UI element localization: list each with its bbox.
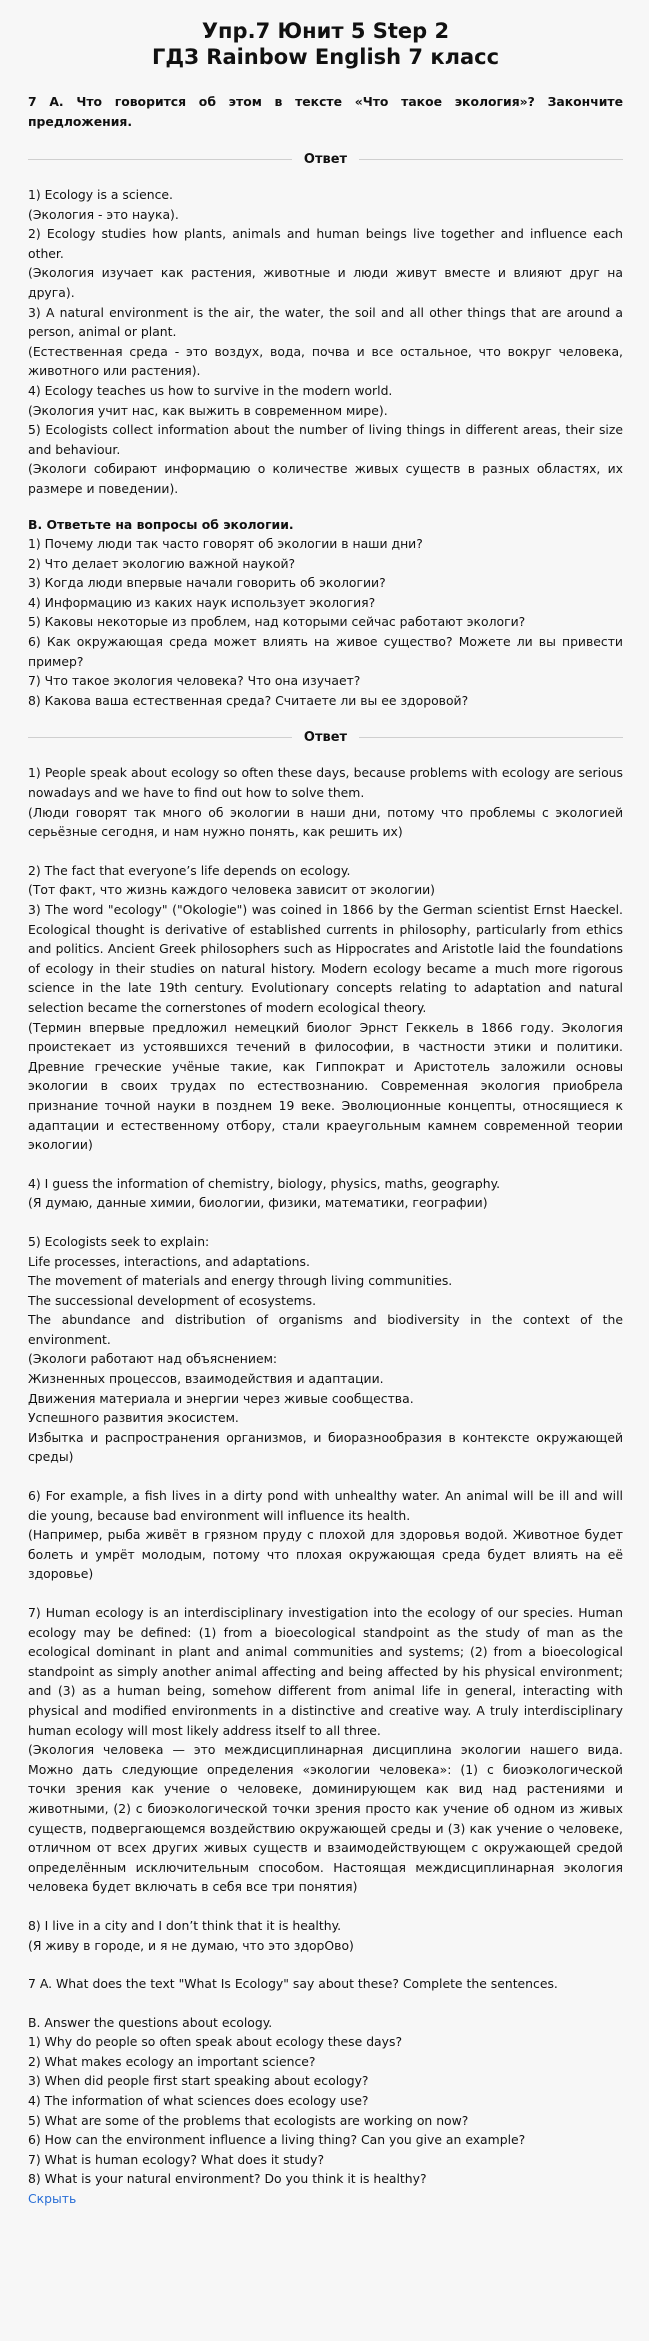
page-title xyxy=(28,18,623,70)
answer-divider-2 xyxy=(28,730,623,745)
answer-a-block xyxy=(28,185,623,499)
answer-label: Ответ xyxy=(303,152,348,167)
english-question: 3) When did people first start speaking about ecology? xyxy=(28,2073,369,2089)
english-question: 2) What makes ecology an important science? xyxy=(28,2053,316,2069)
task-b-questions xyxy=(28,534,623,710)
answer-b-line: (Например, рыба живёт в грязном пруду с плохой для здоровья водой. Животное будет болеть и умрёт молодым, потому что плохая окружающая среда будет влиять на её здоровье) xyxy=(28,1527,623,1582)
answer-a-line: 3) A natural environment is the air, the water, the soil and all other things that are around a person, animal or plant. xyxy=(28,304,623,340)
spacer xyxy=(28,1955,623,1974)
divider-line xyxy=(28,737,292,738)
answer-b-line: 7) Human ecology is an interdisciplinary investigation into the ecology of our species. Human ecology may be defined: (1) from a bioecological standpoint as the study of man as the ecological dominant in plant and animal communities and systems; (2) from a bioecological standpoint as simply another animal affecting and being affected by his physical environment; and (3) as a human being, somehow different from animal life in general, interacting with physical and modified environments in a distinctive and creative way. A truly interdisciplinary human ecology will most likely address itself to all three. xyxy=(28,1605,623,1738)
answer-divider-1 xyxy=(28,152,623,167)
english-question: 1) Why do people so often speak about ecology these days? xyxy=(28,2034,403,2050)
answer-b-line: Движения материала и энергии через живые сообщества. xyxy=(28,1390,414,1406)
answer-b-line: (Экология человека — это междисциплинарная дисциплина экологии нашего вида. Можно дать следующие определения «экологии человека»: (1) с биоэкологической точки зрения как учение о человеке, доминирующем как вид над растениями и животными, (2) с биоэкологической точки зрения просто как учение об одном из живых существ, подвергающемся воздействию окружающей среды и (3) как учение о человеке, отличном от всех других живых существ и взаимодействующем с окружающей средой определённым исключительным способом. Настоящая междисциплинарная экология человека будет включать в себя все три понятия) xyxy=(28,1742,623,1895)
spacer xyxy=(28,1467,623,1486)
divider-line xyxy=(359,159,623,160)
answer-b-line: 3) The word "ecology" ("Okologie") was coined in 1866 by the German scientist Ernst Haeckel. Ecological thought is derivative of established currents in philosophy, particularly from ethics and politics. Ancient Greek philosophers such as Hippocrates and Aristotle laid the foundations of ecology in their studies on natural history. Modern ecology became a much more rigorous science in the late 19th century. Evolutionary concepts relating to adaptation and natural selection became the cornerstones of modern ecological theory. xyxy=(28,902,623,1015)
answer-b-line: Life processes, interactions, and adaptations. xyxy=(28,1253,310,1269)
spacer xyxy=(28,1213,623,1232)
answer-b-line: (Тот факт, что жизнь каждого человека зависит от экологии) xyxy=(28,882,436,898)
english-question: 6) How can the environment influence a living thing? Can you give an example? xyxy=(28,2132,526,2148)
spacer xyxy=(28,1897,623,1916)
answer-b-line: 5) Ecologists seek to explain: xyxy=(28,1233,210,1249)
spacer xyxy=(28,1155,623,1174)
english-question: 4) The information of what sciences does ecology use? xyxy=(28,2093,369,2109)
answer-b-line: (Термин впервые предложил немецкий биолог Эрнст Геккель в 1866 году. Экология проистекает из устоявшихся течений в философии, в частности этики и политики. Древние греческие учёные такие, как Гиппократ и Аристотель заложили основы экологии в своих трудах по естествознанию. Современная экология приобрела признание точной науки в позднем 19 веке. Эволюционные концепты, относящиеся к адаптации и естественному отбору, стали краеугольным камнем современной теории экологии) xyxy=(28,1019,623,1153)
answer-b-line: (Я думаю, данные химии, биологии, физики, математики, географии) xyxy=(28,1195,488,1211)
answer-b-line: 4) I guess the information of chemistry, biology, physics, maths, geography. xyxy=(28,1175,501,1191)
answer-b-line: 2) The fact that everyone’s life depends on ecology. xyxy=(28,862,351,878)
task-b-heading: В. Ответьте на вопросы об экологии. xyxy=(28,516,294,532)
english-task-b-heading: B. Answer the questions about ecology. xyxy=(28,2014,273,2030)
answer-label: Ответ xyxy=(303,730,348,746)
answer-b-line: The abundance and distribution of organisms and biodiversity in the context of the environment. xyxy=(28,1312,623,1347)
question-line: 1) Почему люди так часто говорят об экологии в наши дни? xyxy=(28,536,423,552)
question-line: 4) Информацию из каких наук использует экология? xyxy=(28,594,376,610)
answer-b-line: Избытка и распространения организмов, и биоразнообразия в контексте окружающей среды) xyxy=(28,1429,623,1465)
question-line: 8) Какова ваша естественная среда? Считаете ли вы ее здоровой? xyxy=(28,692,469,708)
answer-a-line: 5) Ecologists collect information about the number of living things in different areas, their size and behaviour. xyxy=(28,422,623,457)
divider-line xyxy=(28,159,292,160)
answer-b-line: (Я живу в городе, и я не думаю, что это здорОво) xyxy=(28,1937,354,1953)
answer-b-line: Успешного развития экосистем. xyxy=(28,1410,239,1426)
answer-b-line: 6) For example, a fish lives in a dirty pond with unhealthy water. An animal will be ill and will die young, because bad environment will influence its health. xyxy=(28,1488,623,1523)
answer-a-line: (Экология учит нас, как выжить в современном мире). xyxy=(28,402,388,418)
question-line: 2) Что делает экологию важной наукой? xyxy=(28,555,296,571)
title-line-2: ГДЗ Rainbow English 7 класс xyxy=(151,45,500,69)
hide-link[interactable]: Скрыть xyxy=(28,2191,77,2207)
answer-a-line: (Естественная среда - это воздух, вода, почва и все остальное, что вокруг человека, животного или растения). xyxy=(28,343,623,379)
english-question: 7) What is human ecology? What does it study? xyxy=(28,2151,325,2167)
answer-a-line: 1) Ecology is a science. xyxy=(28,187,173,202)
answer-b-line: 1) People speak about ecology so often these days, because problems with ecology are serious nowadays and we have to find out how to solve them. xyxy=(28,765,623,801)
answer-b-line: The movement of materials and energy through living communities. xyxy=(28,1273,453,1289)
question-line: 6) Как окружающая среда может влиять на живое существо? Можете ли вы привести пример? xyxy=(28,634,623,669)
answer-a-line: (Экология изучает как растения, животные и люди живут вместе и влияют друг на друга). xyxy=(28,265,623,300)
answer-a-line: 4) Ecology teaches us how to survive in the modern world. xyxy=(28,382,393,398)
answer-b-line: The successional development of ecosystems. xyxy=(28,1292,317,1308)
answer-a-line: (Экологи собирают информацию о количестве живых существ в разных областях, их размере и поведении). xyxy=(28,461,623,496)
answer-a-line: (Экология - это наука). xyxy=(28,206,179,222)
english-question: 5) What are some of the problems that ecologists are working on now? xyxy=(28,2112,469,2128)
task-a-text: 7 А. Что говорится об этом в тексте «Что такое экология»? Закончите предложения. xyxy=(28,94,623,129)
question-line: 3) Когда люди впервые начали говорить об экологии? xyxy=(28,575,386,591)
answer-b-line: (Экологи работают над объяснением: xyxy=(28,1351,278,1367)
spacer xyxy=(28,1994,623,2013)
answer-b-line: 8) I live in a city and I don’t think that it is healthy. xyxy=(28,1917,342,1933)
divider-line xyxy=(359,737,623,738)
answer-b-block xyxy=(28,763,623,2189)
title-line-1: Упр.7 Юнит 5 Step 2 xyxy=(201,19,450,43)
question-line: 5) Каковы некоторые из проблем, над которыми сейчас работают экологи? xyxy=(28,614,526,630)
answer-b-line: (Люди говорят так много об экологии в наши дни, потому что проблемы с экологией серьёзные сегодня, и нам нужно понять, как решить их) xyxy=(28,804,623,840)
answer-a-line: 2) Ecology studies how plants, animals and human beings live together and influence each other. xyxy=(28,226,623,261)
spacer xyxy=(28,842,623,861)
english-question: 8) What is your natural environment? Do you think it is healthy? xyxy=(28,2171,427,2187)
question-line: 7) Что такое экология человека? Что она изучает? xyxy=(28,673,361,689)
answer-b-line: Жизненных процессов, взаимодействия и адаптации. xyxy=(28,1371,384,1387)
spacer xyxy=(28,1584,623,1603)
english-task-a: 7 A. What does the text "What Is Ecology" say about these? Complete the sentences. xyxy=(28,1976,558,1992)
